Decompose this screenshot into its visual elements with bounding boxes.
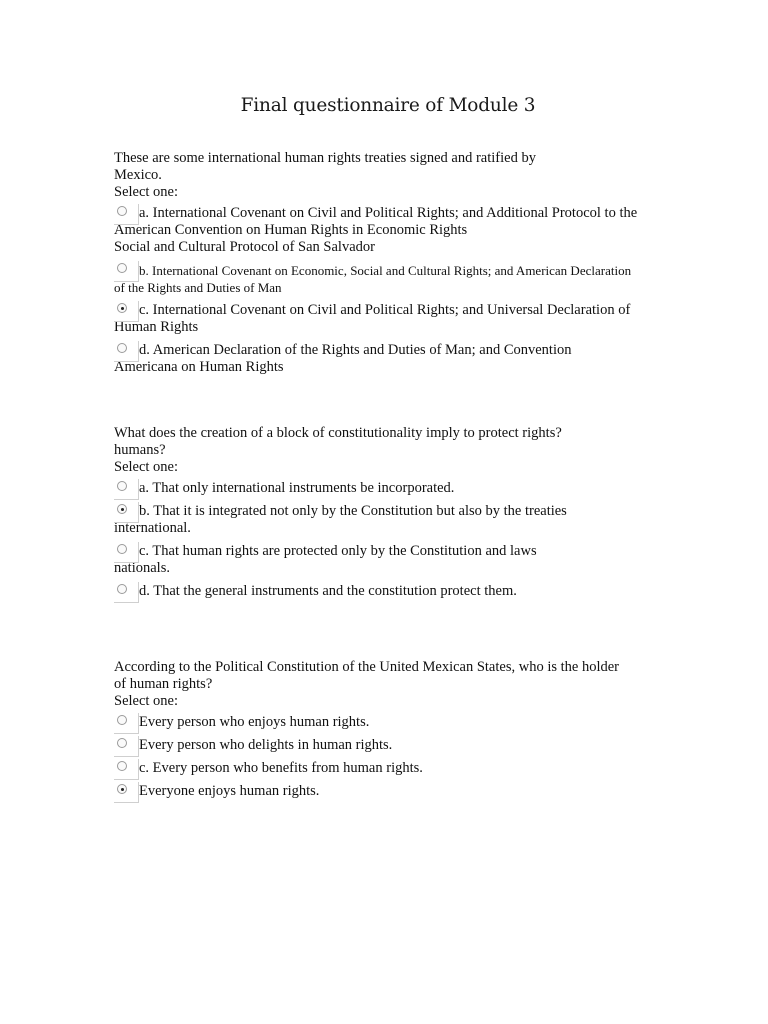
radio-button[interactable] xyxy=(114,204,139,225)
option-label: b. That it is integrated not only by the Constitution but also by the treaties international. xyxy=(114,503,567,536)
radio-button[interactable] xyxy=(114,301,139,322)
question-2 xyxy=(114,425,674,600)
option-a[interactable] xyxy=(114,204,674,256)
question-1 xyxy=(114,150,674,376)
option-d[interactable] xyxy=(114,341,674,376)
option-label: a. That only international instruments be incorporated. xyxy=(139,480,455,496)
option-label: c. International Covenant on Civil and Political Rights; and Universal Declaration of Human Rights xyxy=(114,302,631,335)
radio-icon xyxy=(117,481,127,491)
option-b[interactable] xyxy=(114,736,674,754)
radio-icon xyxy=(117,738,127,748)
radio-checked-icon xyxy=(117,303,127,313)
radio-icon xyxy=(117,343,127,353)
option-a[interactable] xyxy=(114,479,674,497)
option-b[interactable] xyxy=(114,261,674,296)
radio-button[interactable] xyxy=(114,713,139,734)
radio-button[interactable] xyxy=(114,341,139,362)
radio-icon xyxy=(117,206,127,216)
option-label: Every person who enjoys human rights. xyxy=(139,714,370,730)
option-c[interactable] xyxy=(114,301,674,336)
option-label: Every person who delights in human rights. xyxy=(139,737,393,753)
option-c[interactable] xyxy=(114,542,674,577)
option-label: a. International Covenant on Civil and Political Rights; and Additional Protocol to the American Convention on Human Rights in Economic Rights Social and Cultural Protocol of San Salvador xyxy=(114,205,638,255)
page-title: Final questionnaire of Module 3 xyxy=(240,95,536,116)
radio-icon xyxy=(117,263,127,273)
radio-icon xyxy=(117,584,127,594)
option-b[interactable] xyxy=(114,502,674,537)
option-label: d. That the general instruments and the constitution protect them. xyxy=(139,583,517,599)
option-label: c. That human rights are protected only by the Constitution and laws nationals. xyxy=(114,543,537,576)
radio-button[interactable] xyxy=(114,736,139,757)
option-a[interactable] xyxy=(114,713,674,731)
option-d[interactable] xyxy=(114,782,674,800)
select-one-label: Select one: xyxy=(114,184,179,200)
radio-icon xyxy=(117,544,127,554)
radio-icon xyxy=(117,715,127,725)
option-d[interactable] xyxy=(114,582,674,600)
question-text: These are some international human rights treaties signed and ratified by Mexico. xyxy=(114,150,536,183)
radio-button[interactable] xyxy=(114,261,139,282)
radio-button[interactable] xyxy=(114,479,139,500)
option-label: d. American Declaration of the Rights and Duties of Man; and Convention Americana on Human Rights xyxy=(114,342,572,375)
option-c[interactable] xyxy=(114,759,674,777)
radio-button[interactable] xyxy=(114,582,139,603)
radio-icon xyxy=(117,761,127,771)
option-label: b. International Covenant on Economic, Social and Cultural Rights; and American Declaration of the Rights and Duties of Man xyxy=(114,263,632,295)
radio-button[interactable] xyxy=(114,759,139,780)
radio-checked-icon xyxy=(117,504,127,514)
radio-button[interactable] xyxy=(114,502,139,523)
radio-checked-icon xyxy=(117,784,127,794)
question-text: According to the Political Constitution of the United Mexican States, who is the holder of human rights? xyxy=(114,659,620,692)
select-one-label: Select one: xyxy=(114,693,179,709)
radio-button[interactable] xyxy=(114,542,139,563)
radio-button[interactable] xyxy=(114,782,139,803)
option-label: Everyone enjoys human rights. xyxy=(139,783,320,799)
option-label: c. Every person who benefits from human rights. xyxy=(139,760,423,776)
question-3 xyxy=(114,659,674,800)
select-one-label: Select one: xyxy=(114,459,179,475)
question-text: What does the creation of a block of constitutionality imply to protect rights? humans? xyxy=(114,425,562,458)
